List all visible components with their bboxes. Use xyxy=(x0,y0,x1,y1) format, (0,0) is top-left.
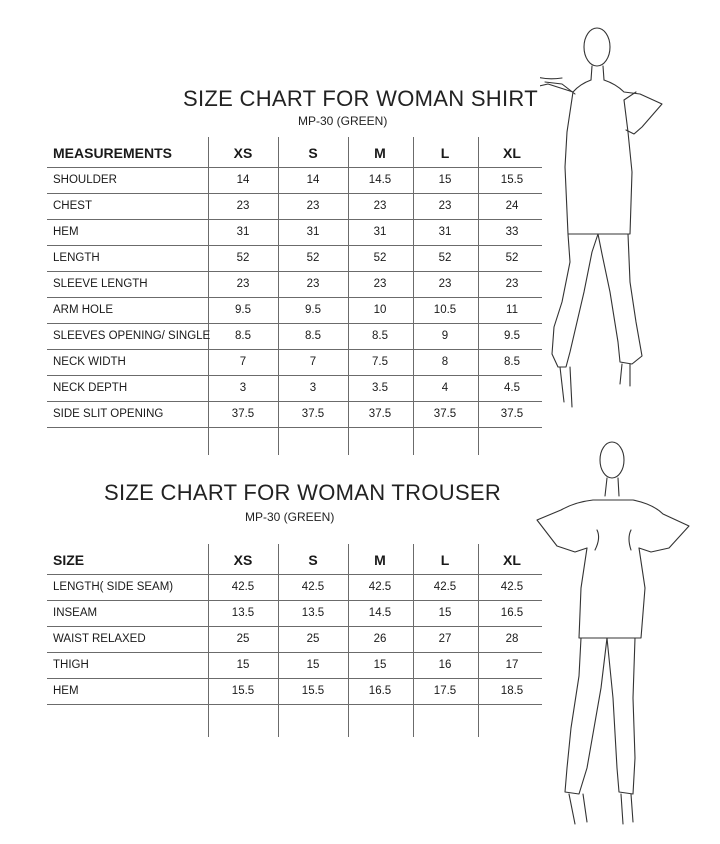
trouser-size-header-xs: XS xyxy=(233,552,253,568)
trouser-value-cell: 17 xyxy=(505,659,519,671)
trouser-value-cell: 42.5 xyxy=(433,581,457,593)
shirt-chart-title: SIZE CHART FOR WOMAN SHIRT xyxy=(183,86,538,111)
trouser-table-column-rule xyxy=(348,544,349,737)
shirt-value-cell: 14 xyxy=(306,174,320,186)
trouser-table-rule xyxy=(47,678,542,679)
shirt-table-rule xyxy=(47,427,542,428)
trouser-row-label: WAIST RELAXED xyxy=(53,633,146,645)
shirt-value-cell: 23 xyxy=(306,200,320,212)
shirt-value-cell: 8.5 xyxy=(235,330,251,342)
shirt-value-cell: 3 xyxy=(239,382,247,394)
shirt-value-cell: 23 xyxy=(373,200,387,212)
shirt-table-rule xyxy=(47,245,542,246)
trouser-value-cell: 27 xyxy=(438,633,452,645)
trouser-value-cell: 25 xyxy=(306,633,320,645)
trouser-value-cell: 42.5 xyxy=(301,581,325,593)
shirt-table-rule xyxy=(47,349,542,350)
shirt-table-rule xyxy=(47,271,542,272)
trouser-table-rule xyxy=(47,574,542,575)
shirt-value-cell: 15.5 xyxy=(500,174,524,186)
shirt-value-cell: 31 xyxy=(306,226,320,238)
shirt-value-cell: 9.5 xyxy=(504,330,520,342)
shirt-table-column-rule xyxy=(348,137,349,455)
trouser-value-cell: 17.5 xyxy=(433,685,457,697)
trouser-row-label: THIGH xyxy=(53,659,89,671)
trouser-value-cell: 15 xyxy=(306,659,320,671)
shirt-row-label: LENGTH xyxy=(53,252,100,264)
shirt-row-label: SLEEVES OPENING/ SINGLE xyxy=(53,330,211,342)
shirt-value-cell: 23 xyxy=(306,278,320,290)
trouser-table-column-rule xyxy=(278,544,279,737)
trouser-value-cell: 25 xyxy=(236,633,250,645)
trouser-size-header-s: S xyxy=(308,552,318,568)
trouser-value-cell: 28 xyxy=(505,633,519,645)
shirt-value-cell: 52 xyxy=(373,252,387,264)
shirt-row-label: HEM xyxy=(53,226,79,238)
trouser-value-cell: 16.5 xyxy=(500,607,524,619)
shirt-row-label: NECK WIDTH xyxy=(53,356,126,368)
shirt-value-cell: 10 xyxy=(373,304,387,316)
trouser-size-header-xl: XL xyxy=(503,552,521,568)
shirt-size-header-xl: XL xyxy=(503,145,521,161)
trouser-table-rule xyxy=(47,704,542,705)
shirt-size-header-l: L xyxy=(440,145,450,161)
shirt-table-column-rule xyxy=(278,137,279,455)
shirt-row-label: ARM HOLE xyxy=(53,304,114,316)
shirt-value-cell: 15 xyxy=(438,174,452,186)
shirt-value-cell: 4.5 xyxy=(504,382,520,394)
shirt-value-cell: 23 xyxy=(373,278,387,290)
trouser-value-cell: 15 xyxy=(373,659,387,671)
trouser-value-cell: 18.5 xyxy=(500,685,524,697)
trouser-value-cell: 42.5 xyxy=(500,581,524,593)
shirt-value-cell: 31 xyxy=(438,226,452,238)
shirt-row-label: SHOULDER xyxy=(53,174,117,186)
shirt-value-cell: 23 xyxy=(505,278,519,290)
shirt-size-header-xs: XS xyxy=(233,145,253,161)
shirt-table-rule xyxy=(47,219,542,220)
trouser-value-cell: 13.5 xyxy=(301,607,325,619)
trouser-row-label: HEM xyxy=(53,685,79,697)
shirt-table-column-rule xyxy=(208,137,209,455)
shirt-value-cell: 37.5 xyxy=(231,408,255,420)
shirt-value-cell: 52 xyxy=(438,252,452,264)
shirt-value-cell: 52 xyxy=(236,252,250,264)
shirt-value-cell: 8.5 xyxy=(372,330,388,342)
shirt-row-label: NECK DEPTH xyxy=(53,382,128,394)
shirt-table-rule xyxy=(47,375,542,376)
trouser-value-cell: 26 xyxy=(373,633,387,645)
shirt-value-cell: 24 xyxy=(505,200,519,212)
trouser-header-label: SIZE xyxy=(53,552,85,568)
shirt-value-cell: 23 xyxy=(438,278,452,290)
shirt-model-illustration xyxy=(540,22,710,412)
shirt-value-cell: 31 xyxy=(236,226,250,238)
shirt-row-label: CHEST xyxy=(53,200,92,212)
trouser-table-rule xyxy=(47,652,542,653)
trouser-value-cell: 42.5 xyxy=(231,581,255,593)
trouser-row-label: INSEAM xyxy=(53,607,98,619)
trouser-value-cell: 15 xyxy=(438,607,452,619)
shirt-value-cell: 33 xyxy=(505,226,519,238)
shirt-table-column-rule xyxy=(478,137,479,455)
shirt-value-cell: 7.5 xyxy=(372,356,388,368)
trouser-chart-subtitle: MP-30 (GREEN) xyxy=(245,510,335,524)
trouser-row-label: LENGTH( SIDE SEAM) xyxy=(53,581,174,593)
trouser-value-cell: 15.5 xyxy=(231,685,255,697)
shirt-value-cell: 37.5 xyxy=(301,408,325,420)
trouser-model-illustration xyxy=(535,438,695,828)
shirt-table-column-rule xyxy=(413,137,414,455)
trouser-value-cell: 15.5 xyxy=(301,685,325,697)
shirt-value-cell: 31 xyxy=(373,226,387,238)
shirt-header-label: MEASUREMENTS xyxy=(53,145,173,161)
shirt-table-rule xyxy=(47,323,542,324)
shirt-value-cell: 23 xyxy=(236,200,250,212)
trouser-value-cell: 42.5 xyxy=(368,581,392,593)
shirt-value-cell: 37.5 xyxy=(368,408,392,420)
shirt-table-rule xyxy=(47,193,542,194)
shirt-value-cell: 10.5 xyxy=(433,304,457,316)
shirt-value-cell: 9.5 xyxy=(235,304,251,316)
shirt-value-cell: 3 xyxy=(309,382,317,394)
shirt-value-cell: 14.5 xyxy=(368,174,392,186)
shirt-size-header-s: S xyxy=(308,145,318,161)
trouser-size-header-l: L xyxy=(440,552,450,568)
shirt-value-cell: 8.5 xyxy=(305,330,321,342)
trouser-value-cell: 16.5 xyxy=(368,685,392,697)
shirt-table-rule xyxy=(47,401,542,402)
trouser-table-column-rule xyxy=(208,544,209,737)
shirt-size-header-m: M xyxy=(374,145,386,161)
shirt-value-cell: 37.5 xyxy=(500,408,524,420)
trouser-table-rule xyxy=(47,626,542,627)
trouser-value-cell: 16 xyxy=(438,659,452,671)
shirt-value-cell: 52 xyxy=(505,252,519,264)
shirt-value-cell: 23 xyxy=(236,278,250,290)
trouser-table-column-rule xyxy=(478,544,479,737)
trouser-value-cell: 15 xyxy=(236,659,250,671)
trouser-value-cell: 14.5 xyxy=(368,607,392,619)
trouser-size-header-m: M xyxy=(374,552,386,568)
shirt-value-cell: 4 xyxy=(441,382,449,394)
shirt-value-cell: 7 xyxy=(309,356,317,368)
shirt-value-cell: 11 xyxy=(506,304,518,316)
shirt-value-cell: 7 xyxy=(239,356,247,368)
shirt-value-cell: 9.5 xyxy=(305,304,321,316)
shirt-value-cell: 9 xyxy=(441,330,449,342)
shirt-value-cell: 37.5 xyxy=(433,408,457,420)
shirt-table-rule xyxy=(47,297,542,298)
shirt-value-cell: 3.5 xyxy=(372,382,388,394)
trouser-value-cell: 13.5 xyxy=(231,607,255,619)
trouser-table-rule xyxy=(47,600,542,601)
shirt-chart-subtitle: MP-30 (GREEN) xyxy=(298,114,388,128)
shirt-value-cell: 23 xyxy=(438,200,452,212)
shirt-table-rule xyxy=(47,167,542,168)
shirt-value-cell: 14 xyxy=(236,174,250,186)
shirt-row-label: SIDE SLIT OPENING xyxy=(53,408,164,420)
shirt-value-cell: 52 xyxy=(306,252,320,264)
shirt-value-cell: 8.5 xyxy=(504,356,520,368)
trouser-chart-title: SIZE CHART FOR WOMAN TROUSER xyxy=(104,480,502,505)
shirt-value-cell: 8 xyxy=(441,356,449,368)
trouser-table-column-rule xyxy=(413,544,414,737)
shirt-row-label: SLEEVE LENGTH xyxy=(53,278,148,290)
